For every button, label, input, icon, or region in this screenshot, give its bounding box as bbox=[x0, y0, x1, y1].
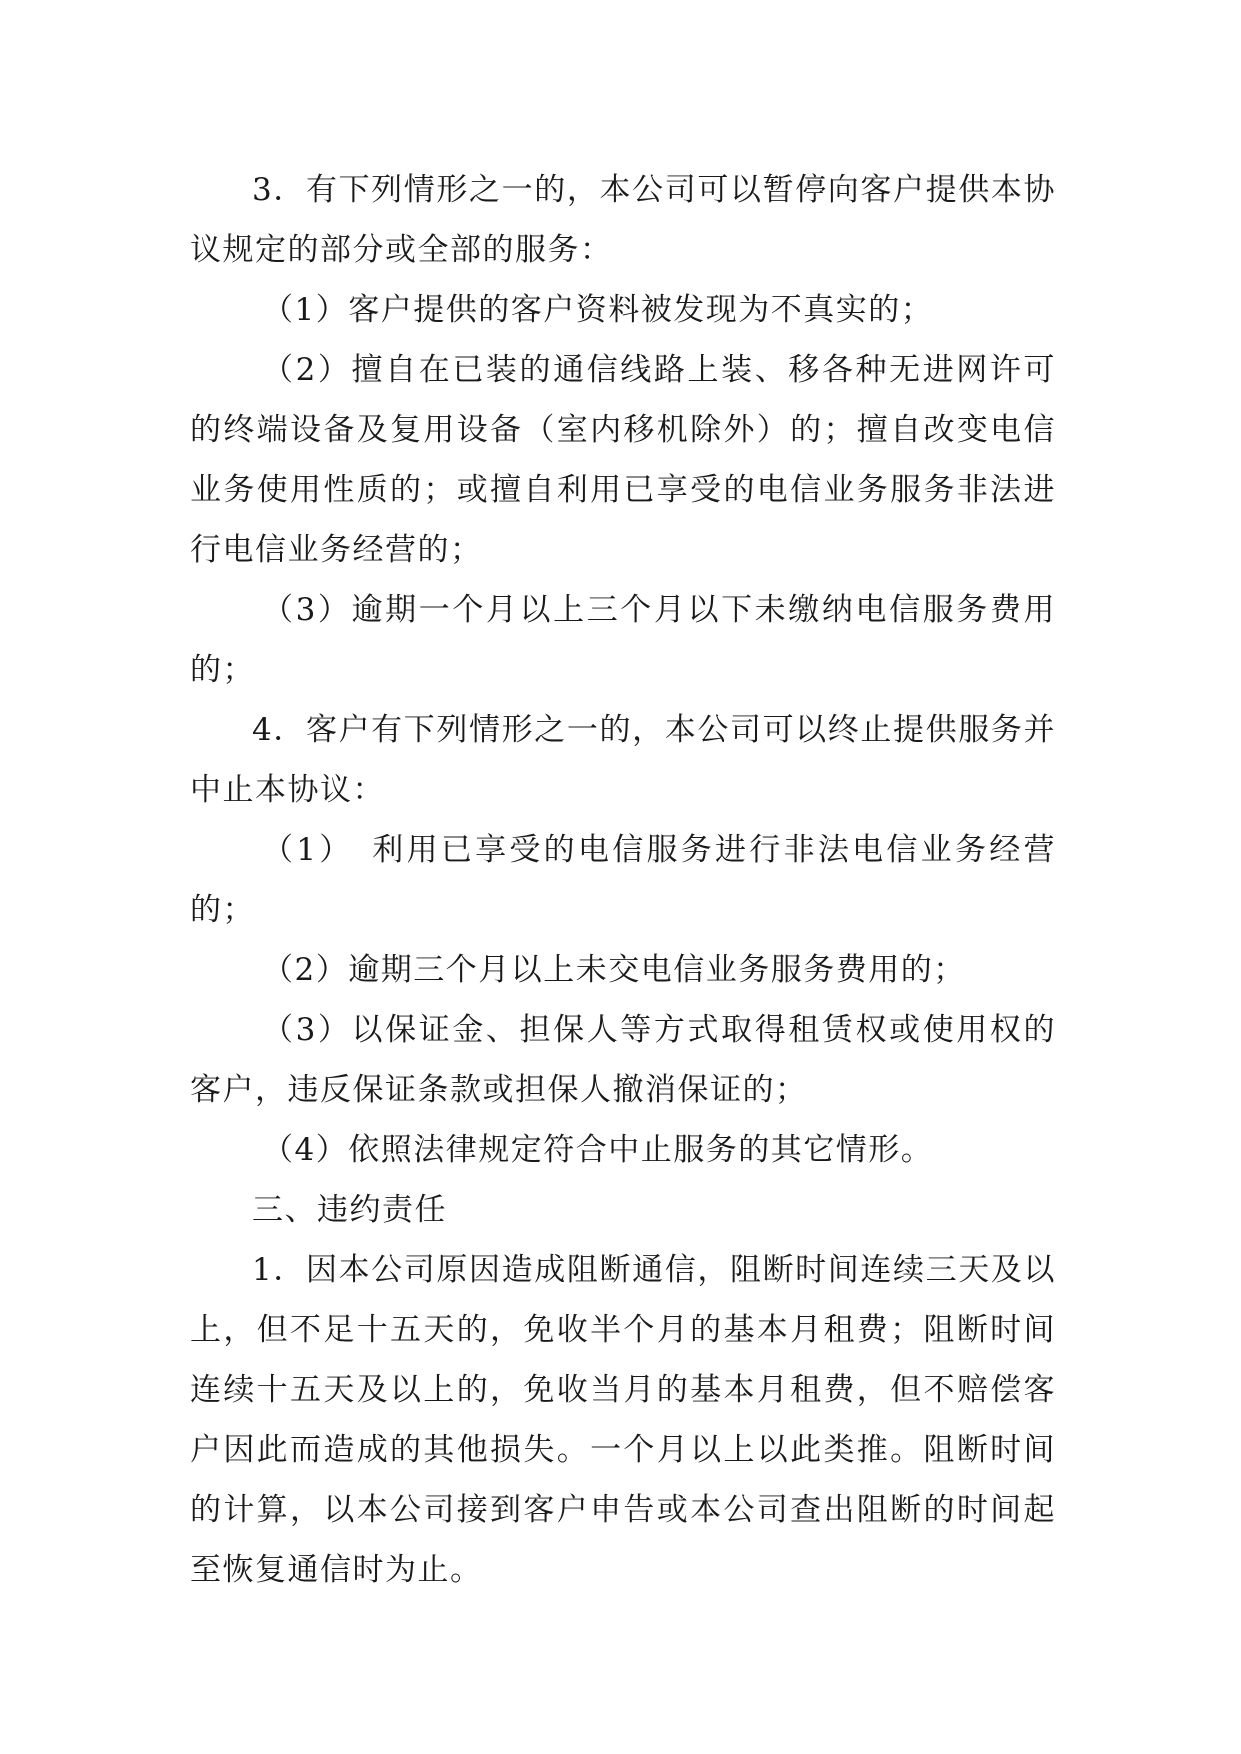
document-body bbox=[190, 160, 1056, 1600]
paragraph-clause-4-3: （3）以保证金、担保人等方式取得租赁权或使用权的客户，违反保证条款或担保人撤消保证的； bbox=[190, 1012, 1056, 1108]
paragraph-clause-3-2: （2）擅自在已装的通信线路上装、移各种无进网许可的终端设备及复用设备（室内移机除外）的；擅自改变电信业务使用性质的；或擅自利用已享受的电信业务服务非法进行电信业务经营的； bbox=[190, 352, 1056, 568]
paragraph-clause-4-4: （4）依照法律规定符合中止服务的其它情形。 bbox=[262, 1132, 934, 1168]
section-heading-liability: 三、违约责任 bbox=[252, 1192, 447, 1228]
paragraph-clause-3-3: （3）逾期一个月以上三个月以下未缴纳电信服务费用的； bbox=[190, 592, 1056, 688]
paragraph-clause-4-2: （2）逾期三个月以上未交电信业务服务费用的； bbox=[262, 952, 966, 988]
paragraph-clause-4: 4．客户有下列情形之一的，本公司可以终止提供服务并中止本协议： bbox=[190, 712, 1056, 808]
paragraph-clause-4-1: （1） 利用已享受的电信服务进行非法电信业务经营的； bbox=[190, 832, 1056, 928]
paragraph-clause-3: 3．有下列情形之一的，本公司可以暂停向客户提供本协议规定的部分或全部的服务： bbox=[190, 172, 1056, 268]
paragraph-liability-1: 1．因本公司原因造成阻断通信，阻断时间连续三天及以上，但不足十五天的，免收半个月的基本月租费；阻断时间连续十五天及以上的，免收当月的基本月租费，但不赔偿客户因此而造成的其他损失。一个月以上以此类推。阻断时间的计算，以本公司接到客户申告或本公司查出阻断的时间起至恢复通信时为止。 bbox=[190, 1252, 1056, 1588]
paragraph-clause-3-1: （1）客户提供的客户资料被发现为不真实的； bbox=[262, 292, 934, 328]
